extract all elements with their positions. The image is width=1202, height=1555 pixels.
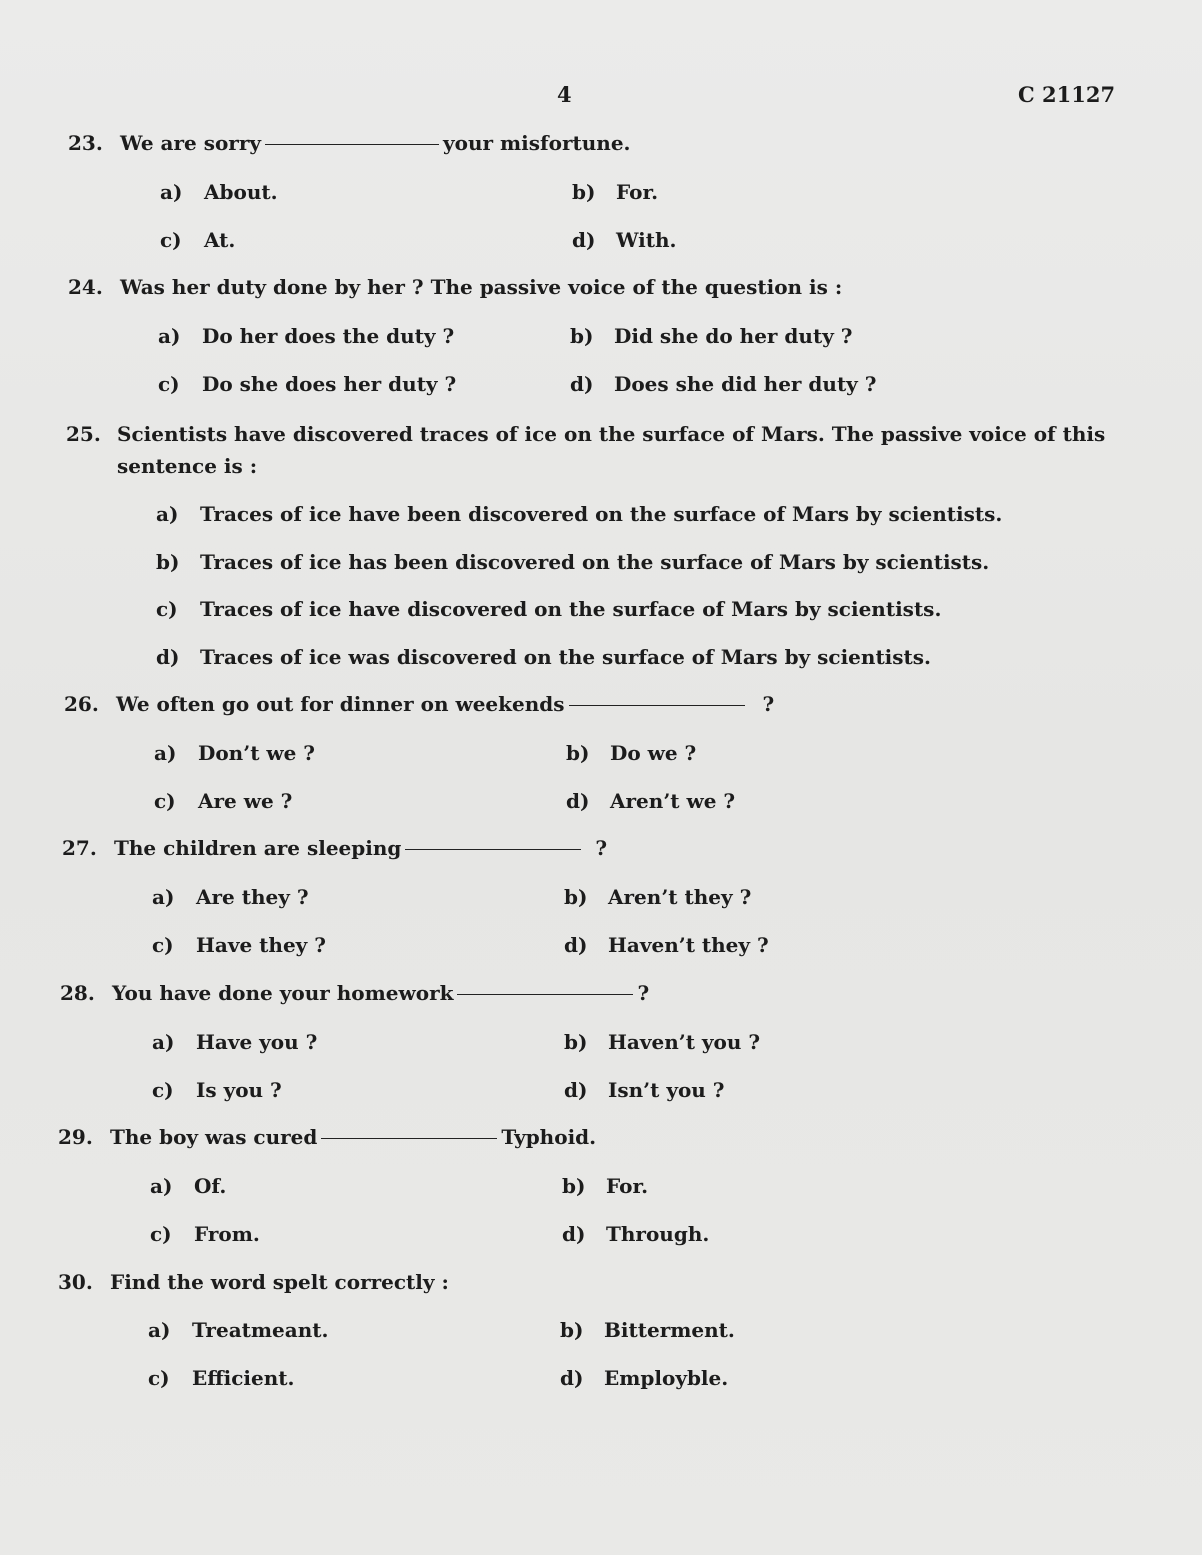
question-number: 27.	[62, 836, 97, 860]
option-26a[interactable]: a) Don’t we ?	[154, 741, 316, 765]
question-number: 26.	[64, 692, 99, 716]
answer-blank	[569, 705, 745, 706]
question-number: 30.	[58, 1270, 93, 1294]
option-30b[interactable]: b) Bitterment.	[560, 1318, 735, 1342]
question-number: 23.	[68, 131, 103, 155]
option-27c[interactable]: c) Have they ?	[152, 933, 326, 957]
question-30	[58, 1266, 449, 1298]
question-25-number: 25.	[66, 422, 101, 446]
question-text: The boy was cured	[110, 1125, 318, 1149]
option-28b[interactable]: b) Haven’t you ?	[564, 1030, 761, 1054]
question-23	[68, 127, 631, 159]
question-text: Was her duty done by her ? The passive voice of the question is :	[120, 275, 843, 299]
question-24	[68, 271, 842, 303]
option-24c[interactable]: c) Do she does her duty ?	[158, 372, 457, 396]
option-28d[interactable]: d) Isn’t you ?	[564, 1078, 725, 1102]
option-25d[interactable]: d) Traces of ice was discovered on the surface of Mars by scientists.	[156, 645, 931, 669]
question-text: We are sorry	[120, 131, 261, 155]
question-text: We often go out for dinner on weekends	[116, 692, 565, 716]
option-28c[interactable]: c) Is you ?	[152, 1078, 282, 1102]
option-29c[interactable]: c) From.	[150, 1222, 260, 1246]
option-27d[interactable]: d) Haven’t they ?	[564, 933, 769, 957]
answer-blank	[457, 994, 633, 995]
page-number: 4	[557, 82, 572, 107]
question-text-end: your misfortune.	[443, 131, 631, 155]
question-text-end: ?	[762, 692, 775, 716]
option-30d[interactable]: d) Employble.	[560, 1366, 729, 1390]
option-25c[interactable]: c) Traces of ice have discovered on the surface of Mars by scientists.	[156, 597, 942, 621]
question-text-end: Typhoid.	[501, 1125, 597, 1149]
question-text: You have done your homework	[112, 981, 454, 1005]
option-24a[interactable]: a) Do her does the duty ?	[158, 324, 455, 348]
option-23b[interactable]: b) For.	[572, 180, 659, 204]
question-text: Find the word spelt correctly :	[110, 1270, 449, 1294]
option-26b[interactable]: b) Do we ?	[566, 741, 697, 765]
option-29a[interactable]: a) Of.	[150, 1174, 227, 1198]
option-24d[interactable]: d) Does she did her duty ?	[570, 372, 877, 396]
question-text-end: ?	[595, 836, 608, 860]
answer-blank	[265, 144, 439, 145]
option-27b[interactable]: b) Aren’t they ?	[564, 885, 752, 909]
option-29d[interactable]: d) Through.	[562, 1222, 710, 1246]
question-number: 24.	[68, 275, 103, 299]
question-28	[60, 977, 649, 1009]
option-25b[interactable]: b) Traces of ice has been discovered on the surface of Mars by scientists.	[156, 550, 990, 574]
question-26	[64, 688, 774, 720]
option-27a[interactable]: a) Are they ?	[152, 885, 309, 909]
option-23a[interactable]: a) About.	[160, 180, 278, 204]
question-number: 28.	[60, 981, 95, 1005]
option-30c[interactable]: c) Efficient.	[148, 1366, 295, 1390]
option-30a[interactable]: a) Treatmeant.	[148, 1318, 329, 1342]
option-26d[interactable]: d) Aren’t we ?	[566, 789, 736, 813]
option-23c[interactable]: c) At.	[160, 228, 236, 252]
answer-blank	[321, 1138, 497, 1139]
question-text-end: ?	[637, 981, 650, 1005]
option-23d[interactable]: d) With.	[572, 228, 677, 252]
option-29b[interactable]: b) For.	[562, 1174, 649, 1198]
question-text: The children are sleeping	[114, 836, 402, 860]
question-number: 29.	[58, 1125, 93, 1149]
option-25a[interactable]: a) Traces of ice have been discovered on the surface of Mars by scientists.	[156, 502, 1003, 526]
option-28a[interactable]: a) Have you ?	[152, 1030, 318, 1054]
question-27	[62, 832, 607, 864]
option-26c[interactable]: c) Are we ?	[154, 789, 293, 813]
question-29	[58, 1121, 596, 1153]
option-24b[interactable]: b) Did she do her duty ?	[570, 324, 853, 348]
question-25-text: Scientists have discovered traces of ice on the surface of Mars. The passive voice of this sentence is :	[117, 422, 1106, 478]
paper-code: C 21127	[1018, 82, 1116, 107]
answer-blank	[405, 849, 581, 850]
